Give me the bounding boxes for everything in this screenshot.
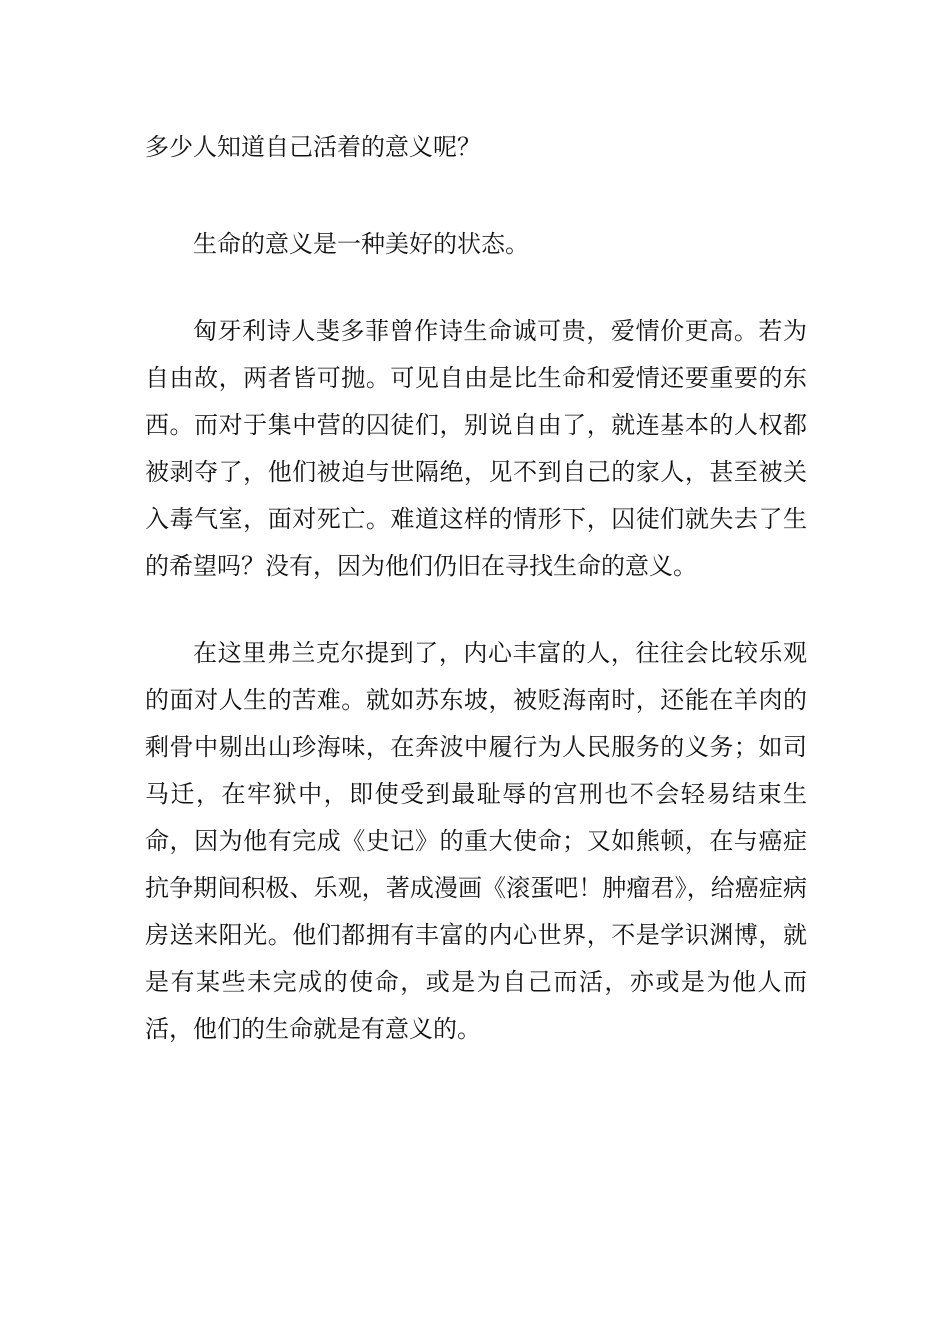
paragraph-freedom: 匈牙利诗人斐多菲曾作诗生命诚可贵，爱情价更高。若为自由故，两者皆可抛。可见自由是比生命和爱情还要重要的东西。而对于集中营的囚徒们，别说自由了，就连基本的人权都被剥夺了，他们被迫与世隔绝，见不到自己的家人，甚至被关入毒气室，面对死亡。难道这样的情形下，囚徒们就失去了生的希望吗？没有，因为他们仍旧在寻找生命的意义。 (145, 317, 807, 580)
document-page (145, 124, 807, 1093)
paragraph-question: 多少人知道自己活着的意义呢？ (145, 133, 481, 161)
paragraph-meaning-statement: 生命的意义是一种美好的状态。 (193, 230, 529, 258)
paragraph-rich-inner-world: 在这里弗兰克尔提到了，内心丰富的人，往往会比较乐观的面对人生的苦难。就如苏东坡，被贬海南时，还能在羊肉的剩骨中剔出山珍海味，在奔波中履行为人民服务的义务；如司马迁，在牢狱中，即使受到最耻辱的宫刑也不会轻易结束生命，因为他有完成《史记》的重大使命；又如熊顿，在与癌症抗争期间积极、乐观，著成漫画《滚蛋吧！肿瘤君》，给癌症病房送来阳光。他们都拥有丰富的内心世界，不是学识渊博，就是有某些未完成的使命，或是为自己而活，亦或是为他人而活，他们的生命就是有意义的。 (145, 639, 807, 1043)
